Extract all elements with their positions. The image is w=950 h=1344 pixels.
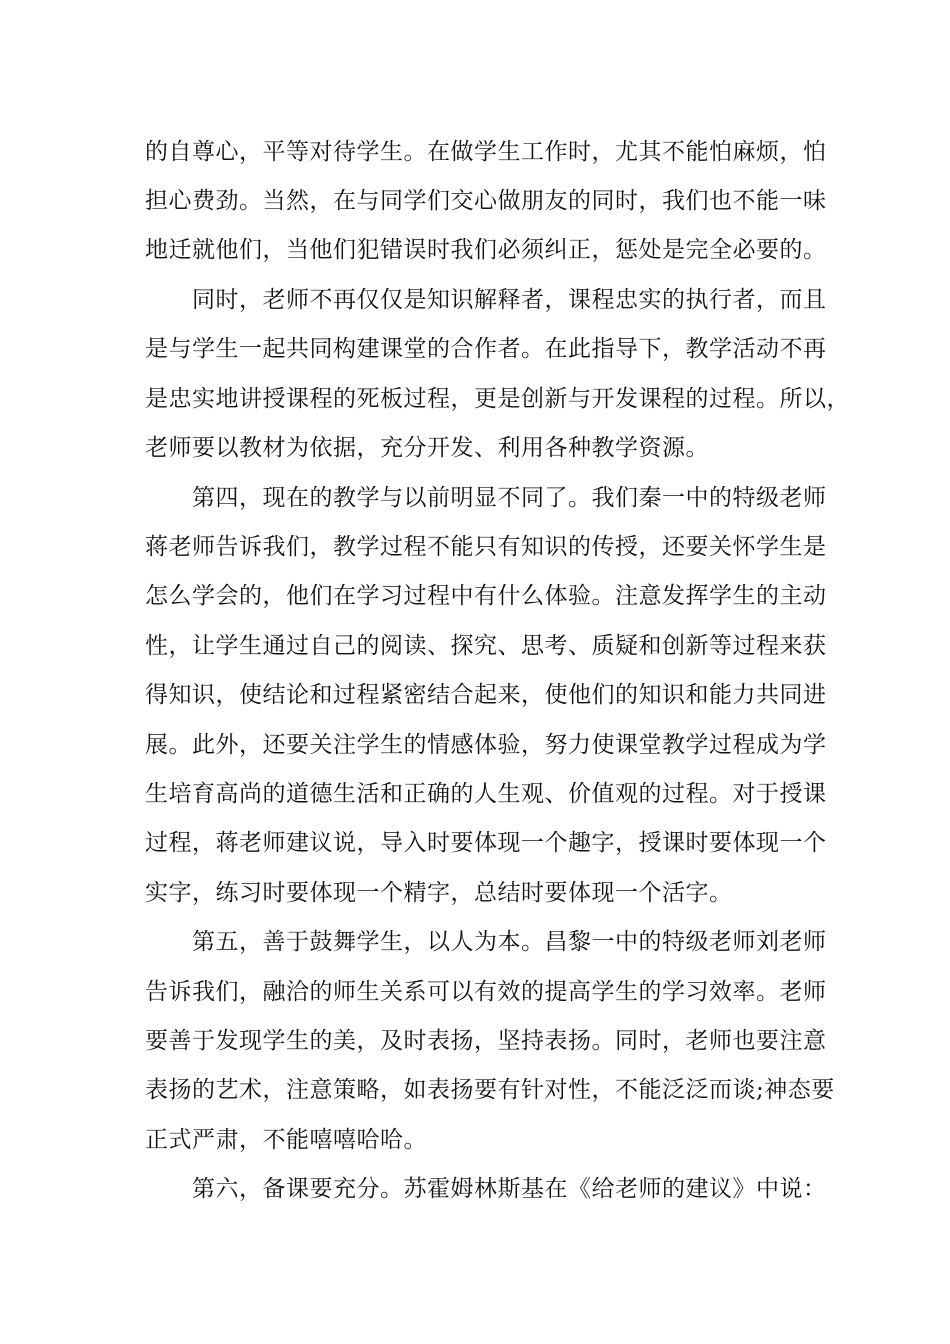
text-line: 怎么学会的，他们在学习过程中有什么体验。注意发挥学生的主动 <box>145 583 827 609</box>
text-line: 性，让学生通过自己的阅读、探究、思考、质疑和创新等过程来获 <box>145 633 827 659</box>
text-line: 告诉我们，融洽的师生关系可以有效的提高学生的学习效率。老师 <box>145 979 827 1005</box>
text-line: 同时，老师不再仅仅是知识解释者，课程忠实的执行者，而且 <box>192 287 827 313</box>
text-line: 蒋老师告诉我们，教学过程不能只有知识的传授，还要关怀学生是 <box>145 534 827 560</box>
text-line: 表扬的艺术，注意策略，如表扬要有针对性，不能泛泛而谈;神态要 <box>145 1077 835 1103</box>
text-line: 实字，练习时要体现一个精字，总结时要体现一个活字。 <box>145 880 733 906</box>
text-line: 要善于发现学生的美，及时表扬，坚持表扬。同时，老师也要注意 <box>145 1028 827 1054</box>
text-line: 第五，善于鼓舞学生，以人为本。昌黎一中的特级老师刘老师 <box>192 929 827 955</box>
text-line: 是忠实地讲授课程的死板过程，更是创新与开发课程的过程。所以， <box>145 386 850 412</box>
text-line: 老师要以教材为依据，充分开发、利用各种教学资源。 <box>145 435 709 461</box>
text-line: 第六，备课要充分。苏霍姆林斯基在《给老师的建议》中说： <box>192 1176 827 1202</box>
text-line: 正式严肃，不能嘻嘻哈哈。 <box>145 1127 427 1153</box>
text-line: 担心费劲。当然，在与同学们交心做朋友的同时，我们也不能一味 <box>145 188 827 214</box>
text-line: 展。此外，还要关注学生的情感体验，努力使课堂教学过程成为学 <box>145 732 827 758</box>
text-line: 得知识，使结论和过程紧密结合起来，使他们的知识和能力共同进 <box>145 682 827 708</box>
text-line: 地迁就他们，当他们犯错误时我们必须纠正，惩处是完全必要的。 <box>145 237 827 263</box>
text-line: 的自尊心，平等对待学生。在做学生工作时，尤其不能怕麻烦，怕 <box>145 139 827 165</box>
text-line: 过程，蒋老师建议说，导入时要体现一个趣字，授课时要体现一个 <box>145 830 827 856</box>
text-line: 生培育高尚的道德生活和正确的人生观、价值观的过程。对于授课 <box>145 781 827 807</box>
text-line: 是与学生一起共同构建课堂的合作者。在此指导下，教学活动不再 <box>145 336 827 362</box>
text-line: 第四，现在的教学与以前明显不同了。我们秦一中的特级老师 <box>192 485 827 511</box>
